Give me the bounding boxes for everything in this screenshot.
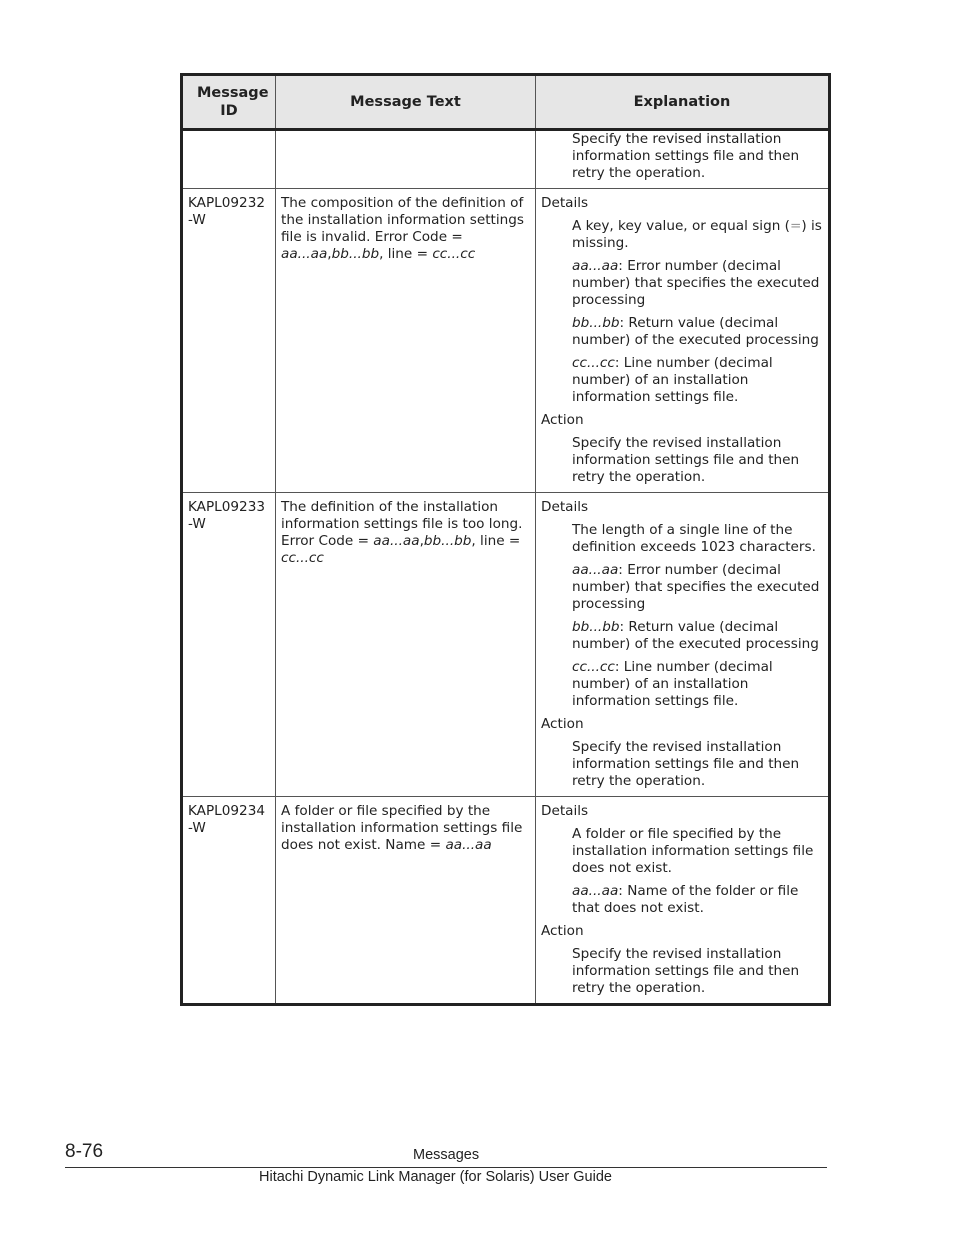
header-message-id: Message ID [182, 75, 276, 130]
message-id: KAPL09234 [188, 803, 265, 819]
message-text-cell [276, 493, 536, 797]
table-row [182, 797, 830, 1005]
message-id-suffix: -W [188, 820, 206, 836]
message-text-cell [276, 130, 536, 189]
table-row [182, 130, 830, 189]
action-label: Action [541, 716, 584, 732]
error-code-var: aa...aa [281, 246, 328, 262]
header-explanation: Explanation [536, 75, 830, 130]
detail-item: bb...bb: Return value (decimal number) of the executed processing [572, 315, 819, 348]
detail-item: A folder or file specified by the installation information settings file does not exist. [572, 826, 814, 876]
footer-book-title: Hitachi Dynamic Link Manager (for Solaris) User Guide [259, 1169, 612, 1185]
message-id-cell [182, 493, 276, 797]
message-id: KAPL09232 [188, 195, 265, 211]
explanation-cell [536, 189, 830, 493]
message-id: KAPL09233 [188, 499, 265, 515]
detail-item: cc...cc: Line number (decimal number) of an installation information settings file. [572, 659, 773, 709]
error-code-var: aa...aa [373, 533, 420, 549]
message-text: , [327, 246, 332, 262]
message-text-cell [276, 797, 536, 1005]
detail-item: aa...aa: Error number (decimal number) that specifies the executed processing [572, 258, 820, 308]
detail-item: A key, key value, or equal sign (=) is missing. [572, 218, 822, 251]
table-row [182, 493, 830, 797]
details-label: Details [541, 499, 589, 515]
details-label: Details [541, 803, 589, 819]
detail-item: aa...aa: Error number (decimal number) that specifies the executed processing [572, 562, 820, 612]
action-label: Action [541, 923, 584, 939]
return-value-var: bb...bb [331, 246, 380, 262]
message-id-suffix: -W [188, 212, 206, 228]
line-number-var: cc...cc [281, 550, 324, 566]
equal-sign-symbol: = [789, 218, 802, 234]
detail-item: bb...bb: Return value (decimal number) of the executed processing [572, 619, 819, 652]
action-label: Action [541, 412, 584, 428]
header-message-text: Message Text [276, 75, 536, 130]
line-number-var: cc...cc [432, 246, 476, 262]
message-text: , line = [379, 246, 433, 262]
details-label: Details [541, 195, 589, 211]
message-text: , [419, 533, 424, 549]
footer-divider [65, 1167, 827, 1168]
action-text: Specify the revised installation information settings file and then retry the operation. [572, 131, 800, 181]
message-id-suffix: -W [188, 516, 206, 532]
detail-item: The length of a single line of the definition exceeds 1023 characters. [572, 522, 816, 555]
return-value-var: bb...bb [423, 533, 472, 549]
explanation-cell [536, 797, 830, 1005]
message-text: The composition of the definition of the installation information settings file is invalid. Error Code = [281, 195, 524, 245]
action-text: Specify the revised installation information settings file and then retry the operation. [572, 946, 800, 996]
explanation-cell [536, 493, 830, 797]
message-id-cell [182, 189, 276, 493]
table-header-row [182, 75, 830, 130]
detail-item: cc...cc: Line number (decimal number) of an installation information settings file. [572, 355, 773, 405]
message-id-cell [182, 797, 276, 1005]
message-text: A folder or file specified by the installation information settings file does not exist. Name = [281, 803, 523, 853]
message-text: The definition of the installation information settings file is too long. Error Code = [281, 499, 523, 549]
action-text: Specify the revised installation information settings file and then retry the operation. [572, 435, 800, 485]
message-text-cell [276, 189, 536, 493]
action-text: Specify the revised installation information settings file and then retry the operation. [572, 739, 800, 789]
page-number: 8-76 [65, 1141, 104, 1162]
table-row [182, 189, 830, 493]
message-text: , line = [471, 533, 521, 549]
message-table [180, 73, 831, 1006]
footer-section-name: Messages [413, 1147, 480, 1163]
name-var: aa...aa [445, 837, 492, 853]
detail-item: aa...aa: Name of the folder or file that does not exist. [572, 883, 799, 916]
message-id-cell [182, 130, 276, 189]
explanation-cell [536, 130, 830, 189]
